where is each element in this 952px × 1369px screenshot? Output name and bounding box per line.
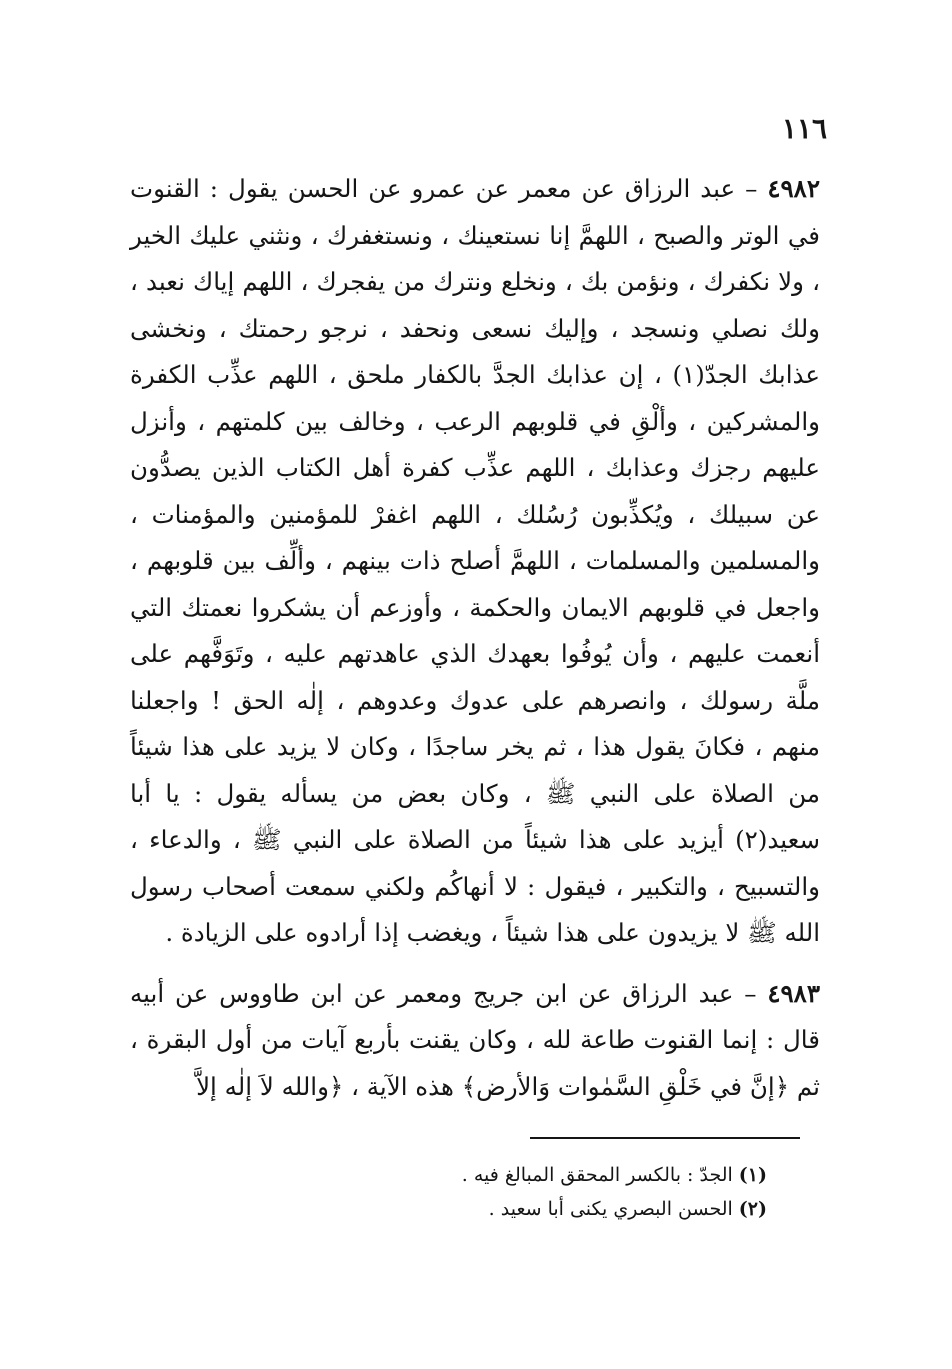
footnote-number: (١) [738,1164,767,1186]
hadith-number: ٤٩٨٢ [767,174,820,203]
footnote-text: الجدّ : بالكسر المحقق المبالغ فيه . [461,1164,733,1186]
hadith-text: – عبد الرزاق عن معمر عن عمرو عن الحسن يقول : القنوت في الوتر والصبح ، اللهمَّ إنا نستعينك ، ونستغفرك ، ونثني عليك الخير ، ولا نكفرك ، ونؤمن بك ، ونخلع ونترك من يفجرك ، اللهم إياك نعبد ، ولك نصلي ونسجد ، وإليك نسعى ونحفد ، نرجو رحمتك ، ونخشى عذابك الجدّ(١) ، إن عذابك الجدَّ بالكفار ملحق ، اللهم عذِّب الكفرة والمشركين ، وألْقِ في قلوبهم الرعب ، وخالف بين كلمتهم ، وأنزل عليهم رجزك وعذابك ، اللهم عذِّب كفرة أهل الكتاب الذين يصدُّون عن سبيلك ، ويُكذِّبون رُسُلك ، اللهم اغفرْ للمؤمنين والمؤمنات ، والمسلمين والمسلمات ، اللهمَّ أصلح ذات بينهم ، وألِّف بين قلوبهم ، واجعل في قلوبهم الايمان والحكمة ، وأوزعم أن يشكروا نعمتك التي أنعمت عليهم ، وأن يُوفُوا بعهدك الذي عاهدتهم عليه ، وتَوَفَّهم على ملَّة رسولك ، وانصرهم على عدوك وعدوهم ، إلٰه الحق ! واجعلنا منهم ، فكانَ يقول هذا ، ثم يخر ساجدًا ، وكان لا يزيد على هذا شيئاً من الصلاة على النبي ﷺ ، وكان بعض من يسأله يقول : يا أبا سعيد(٢) أيزيد على هذا شيئاً من الصلاة على النبي ﷺ ، والدعاء ، والتسبيح ، والتكبير ، فيقول : لا أنهاكُم ولكني سمعت أصحاب رسول الله ﷺ لا يزيدون على هذا شيئاً ، ويغضب إذا أرادوه على الزيادة . [130,174,821,947]
footnote-separator [530,1137,800,1139]
footnote-number: (٢) [738,1198,767,1220]
hadith-number: ٤٩٨٣ [767,978,820,1008]
main-text [130,166,820,1110]
page-number: ١١٦ [781,112,827,145]
footnotes [462,1158,767,1226]
hadith-paragraph-4982 [130,166,820,957]
footnote-text: الحسن البصري يكنى أبا سعيد . [488,1198,733,1220]
footnote-1 [462,1158,767,1192]
hadith-paragraph-4983 [130,971,820,1111]
hadith-text: – عبد الرزاق عن ابن جريج ومعمر عن ابن طاووس عن أبيه قال : إنما القنوت طاعة لله ، وكان يقنت بأربع آيات من أول البقرة ، ثم ﴿إنَّ في خَلْقِ السَّمٰوات وَالأرض﴾ هذه الآية ، ﴿والله لاَ إلٰه إلاَّ [130,978,820,1101]
footnote-2 [462,1192,767,1226]
